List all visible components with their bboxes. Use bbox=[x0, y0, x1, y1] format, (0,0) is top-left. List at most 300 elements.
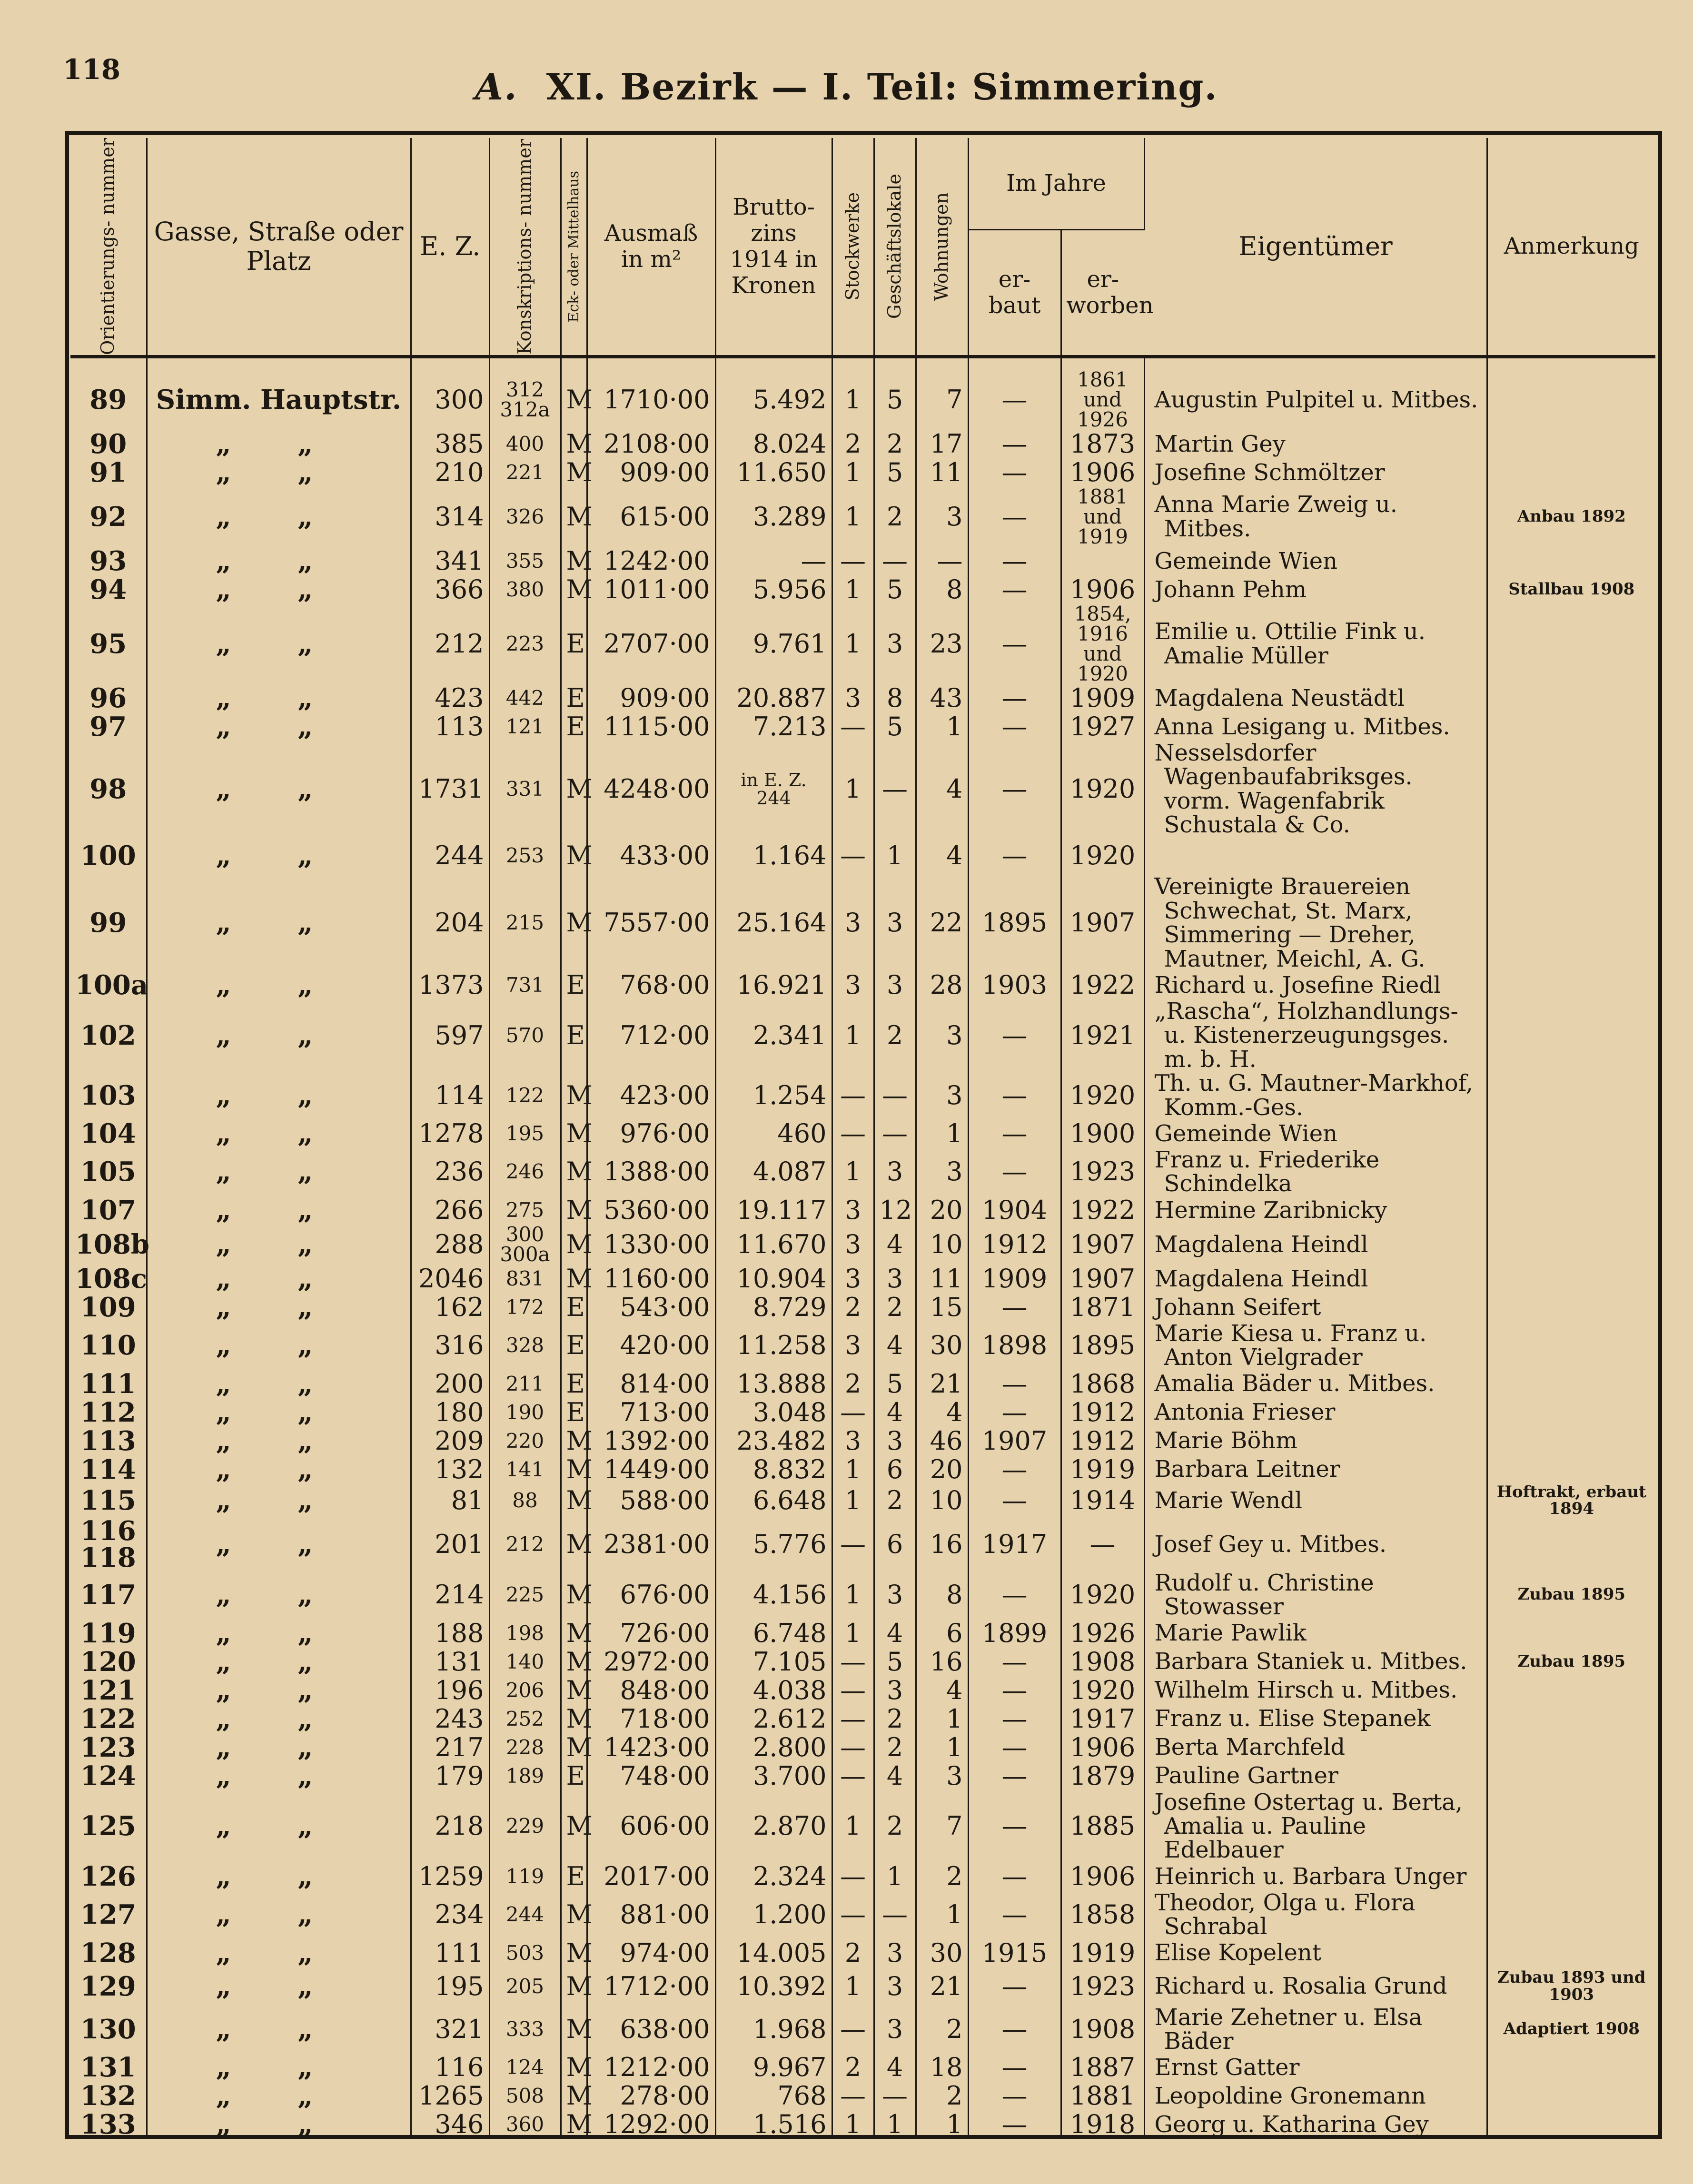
cell-stockwerke: — bbox=[832, 1648, 874, 1676]
cell-erbaut: — bbox=[968, 2082, 1061, 2110]
cell-zins: 7.105 bbox=[715, 1648, 832, 1676]
cell-wohnungen: 1 bbox=[916, 1705, 968, 1733]
cell-anmerkung bbox=[1487, 1862, 1655, 1891]
cell-geschaeftslokale: 2 bbox=[874, 1484, 916, 1518]
cell-eck-mittel: M bbox=[561, 356, 587, 430]
cell-geschaeftslokale: 3 bbox=[874, 1967, 916, 2006]
cell-eigentuemer: Augustin Pulpitel u. Mitbes. bbox=[1144, 356, 1487, 430]
cell-eck-mittel: M bbox=[561, 1455, 587, 1484]
cell-eigentuemer: „Rascha“, Holzhandlungs- u. Kistenerzeugungsges. m. b. H. bbox=[1144, 999, 1487, 1071]
col-eigentuemer: Eigentümer bbox=[1144, 138, 1487, 356]
cell-konskr: 215 bbox=[489, 875, 561, 971]
cell-onr: 116 118 bbox=[70, 1518, 147, 1571]
cell-stockwerke: — bbox=[832, 1891, 874, 1939]
cell-konskr: 220 bbox=[489, 1427, 561, 1455]
cell-ausmass: 712·00 bbox=[587, 999, 715, 1071]
cell-zins: 11.670 bbox=[715, 1225, 832, 1265]
cell-erbaut: 1895 bbox=[968, 875, 1061, 971]
cell-eigentuemer: Georg u. Katharina Gey bbox=[1144, 2110, 1487, 2139]
cell-stockwerke: 1 bbox=[832, 1619, 874, 1648]
cell-ausmass: 4248·00 bbox=[587, 741, 715, 837]
cell-geschaeftslokale: 3 bbox=[874, 971, 916, 999]
table-row bbox=[70, 458, 1655, 487]
cell-eigentuemer bbox=[1144, 837, 1487, 875]
cell-ausmass: 1388·00 bbox=[587, 1148, 715, 1196]
cell-zins: — bbox=[715, 547, 832, 575]
cell-zins: 8.024 bbox=[715, 430, 832, 458]
cell-ez: 188 bbox=[411, 1619, 489, 1648]
cell-geschaeftslokale: 8 bbox=[874, 684, 916, 712]
cell-onr: 126 bbox=[70, 1862, 147, 1891]
cell-ausmass: 2707·00 bbox=[587, 604, 715, 684]
cell-zins: 3.700 bbox=[715, 1762, 832, 1790]
cell-erworben: 1920 bbox=[1061, 1676, 1144, 1705]
cell-ez: 243 bbox=[411, 1705, 489, 1733]
cell-onr: 96 bbox=[70, 684, 147, 712]
cell-wohnungen: 4 bbox=[916, 741, 968, 837]
cell-onr: 122 bbox=[70, 1705, 147, 1733]
cell-ausmass: 909·00 bbox=[587, 458, 715, 487]
cell-geschaeftslokale: — bbox=[874, 1891, 916, 1939]
cell-street: „ „ bbox=[147, 971, 411, 999]
cell-street: „ „ bbox=[147, 1148, 411, 1196]
cell-anmerkung bbox=[1487, 604, 1655, 684]
cell-street: „ „ bbox=[147, 1967, 411, 2006]
cell-erbaut: — bbox=[968, 1071, 1061, 1119]
table-row bbox=[70, 575, 1655, 604]
table-row bbox=[70, 1119, 1655, 1148]
cell-eigentuemer: Antonia Frieser bbox=[1144, 1398, 1487, 1427]
cell-erworben: 1900 bbox=[1061, 1119, 1144, 1148]
cell-anmerkung bbox=[1487, 1322, 1655, 1370]
cell-eigentuemer: Richard u. Josefine Riedl bbox=[1144, 971, 1487, 999]
cell-konskr: 253 bbox=[489, 837, 561, 875]
cell-ausmass: 1011·00 bbox=[587, 575, 715, 604]
cell-anmerkung bbox=[1487, 1148, 1655, 1196]
cell-erbaut: 1909 bbox=[968, 1265, 1061, 1293]
cell-ez: 1259 bbox=[411, 1862, 489, 1891]
cell-ausmass: 1712·00 bbox=[587, 1967, 715, 2006]
cell-street: „ „ bbox=[147, 999, 411, 1071]
cell-stockwerke: 1 bbox=[832, 356, 874, 430]
cell-erworben: 1918 bbox=[1061, 2110, 1144, 2139]
property-table bbox=[70, 138, 1655, 2139]
cell-zins: 2.324 bbox=[715, 1862, 832, 1891]
cell-ausmass: 718·00 bbox=[587, 1705, 715, 1733]
cell-eigentuemer: Barbara Leitner bbox=[1144, 1455, 1487, 1484]
cell-onr: 107 bbox=[70, 1196, 147, 1225]
cell-street: „ „ bbox=[147, 1265, 411, 1293]
cell-zins: 5.776 bbox=[715, 1518, 832, 1571]
col-konskriptionsnummer: Konskriptions- nummer bbox=[489, 138, 561, 356]
cell-konskr: 508 bbox=[489, 2082, 561, 2110]
cell-stockwerke: — bbox=[832, 1862, 874, 1891]
cell-stockwerke: — bbox=[832, 2082, 874, 2110]
cell-zins: 460 bbox=[715, 1119, 832, 1148]
cell-eigentuemer: Franz u. Friederike Schindelka bbox=[1144, 1148, 1487, 1196]
cell-eck-mittel: E bbox=[561, 1322, 587, 1370]
cell-eigentuemer: Johann Seifert bbox=[1144, 1293, 1487, 1322]
cell-stockwerke: 1 bbox=[832, 1455, 874, 1484]
cell-street: „ „ bbox=[147, 1648, 411, 1676]
district-title: XI. Bezirk — I. Teil: Simmering. bbox=[546, 66, 1218, 108]
cell-street: „ „ bbox=[147, 2110, 411, 2139]
cell-eigentuemer: Pauline Gartner bbox=[1144, 1762, 1487, 1790]
cell-onr: 130 bbox=[70, 2006, 147, 2054]
cell-ausmass: 848·00 bbox=[587, 1676, 715, 1705]
cell-street: „ „ bbox=[147, 1676, 411, 1705]
col-wohnungen: Wohnungen bbox=[916, 138, 968, 356]
cell-zins: 6.748 bbox=[715, 1619, 832, 1648]
cell-street: „ „ bbox=[147, 1071, 411, 1119]
cell-ausmass: 726·00 bbox=[587, 1619, 715, 1648]
cell-konskr: 124 bbox=[489, 2053, 561, 2082]
cell-ez: 209 bbox=[411, 1427, 489, 1455]
cell-onr: 123 bbox=[70, 1733, 147, 1762]
cell-geschaeftslokale: 4 bbox=[874, 1225, 916, 1265]
cell-stockwerke: — bbox=[832, 1705, 874, 1733]
cell-ausmass: 1292·00 bbox=[587, 2110, 715, 2139]
cell-street: „ „ bbox=[147, 1196, 411, 1225]
cell-eck-mittel: M bbox=[561, 1518, 587, 1571]
cell-anmerkung bbox=[1487, 971, 1655, 999]
cell-geschaeftslokale: 5 bbox=[874, 575, 916, 604]
cell-ausmass: 974·00 bbox=[587, 1939, 715, 1967]
cell-stockwerke: 1 bbox=[832, 1148, 874, 1196]
cell-erbaut: 1917 bbox=[968, 1518, 1061, 1571]
cell-stockwerke: 1 bbox=[832, 1484, 874, 1518]
cell-erworben: 1922 bbox=[1061, 971, 1144, 999]
cell-street: „ „ bbox=[147, 1370, 411, 1398]
cell-konskr: 503 bbox=[489, 1939, 561, 1967]
cell-ausmass: 768·00 bbox=[587, 971, 715, 999]
cell-wohnungen: 46 bbox=[916, 1427, 968, 1455]
cell-eck-mittel: M bbox=[561, 1939, 587, 1967]
cell-konskr: 355 bbox=[489, 547, 561, 575]
col-erworben: er- worben bbox=[1061, 229, 1144, 356]
cell-street: „ „ bbox=[147, 1762, 411, 1790]
cell-stockwerke: 2 bbox=[832, 430, 874, 458]
cell-erbaut: — bbox=[968, 712, 1061, 741]
cell-eigentuemer: Wilhelm Hirsch u. Mitbes. bbox=[1144, 1676, 1487, 1705]
cell-anmerkung bbox=[1487, 2082, 1655, 2110]
cell-onr: 97 bbox=[70, 712, 147, 741]
cell-wohnungen: 3 bbox=[916, 1071, 968, 1119]
cell-zins: 1.254 bbox=[715, 1071, 832, 1119]
cell-konskr: 172 bbox=[489, 1293, 561, 1322]
cell-street: „ „ bbox=[147, 1619, 411, 1648]
cell-erworben: 1927 bbox=[1061, 712, 1144, 741]
table-row bbox=[70, 547, 1655, 575]
cell-zins: 9.761 bbox=[715, 604, 832, 684]
table-row bbox=[70, 356, 1655, 430]
cell-erbaut: — bbox=[968, 837, 1061, 875]
cell-erbaut: 1903 bbox=[968, 971, 1061, 999]
cell-ez: 212 bbox=[411, 604, 489, 684]
cell-wohnungen: 23 bbox=[916, 604, 968, 684]
cell-anmerkung bbox=[1487, 1455, 1655, 1484]
cell-ez: 288 bbox=[411, 1225, 489, 1265]
table-row bbox=[70, 1370, 1655, 1398]
cell-erbaut: — bbox=[968, 1119, 1061, 1148]
cell-geschaeftslokale: 5 bbox=[874, 356, 916, 430]
cell-eck-mittel: M bbox=[561, 1967, 587, 2006]
col-erbaut: er- baut bbox=[968, 229, 1061, 356]
cell-onr: 124 bbox=[70, 1762, 147, 1790]
cell-stockwerke: 2 bbox=[832, 1293, 874, 1322]
cell-eck-mittel: E bbox=[561, 1398, 587, 1427]
cell-anmerkung bbox=[1487, 356, 1655, 430]
cell-wohnungen: — bbox=[916, 547, 968, 575]
cell-anmerkung bbox=[1487, 1265, 1655, 1293]
col-geschaeftslokale: Geschäftslokale bbox=[874, 138, 916, 356]
cell-zins: 1.200 bbox=[715, 1891, 832, 1939]
cell-zins: 11.650 bbox=[715, 458, 832, 487]
cell-street: „ „ bbox=[147, 575, 411, 604]
cell-onr: 108b bbox=[70, 1225, 147, 1265]
cell-street: Simm. Hauptstr. bbox=[147, 356, 411, 430]
cell-zins: 7.213 bbox=[715, 712, 832, 741]
cell-konskr: 252 bbox=[489, 1705, 561, 1733]
cell-eck-mittel: M bbox=[561, 575, 587, 604]
cell-onr: 100a bbox=[70, 971, 147, 999]
cell-konskr: 223 bbox=[489, 604, 561, 684]
cell-erworben: 1879 bbox=[1061, 1762, 1144, 1790]
cell-ez: 1373 bbox=[411, 971, 489, 999]
cell-konskr: 275 bbox=[489, 1196, 561, 1225]
cell-konskr: 206 bbox=[489, 1676, 561, 1705]
cell-street: „ „ bbox=[147, 2082, 411, 2110]
table-row bbox=[70, 1862, 1655, 1891]
cell-konskr: 140 bbox=[489, 1648, 561, 1676]
cell-wohnungen: 3 bbox=[916, 1762, 968, 1790]
cell-konskr: 442 bbox=[489, 684, 561, 712]
cell-erworben: 1861 und 1926 bbox=[1061, 356, 1144, 430]
cell-stockwerke: — bbox=[832, 712, 874, 741]
cell-erbaut: 1904 bbox=[968, 1196, 1061, 1225]
cell-anmerkung bbox=[1487, 1196, 1655, 1225]
cell-eck-mittel: M bbox=[561, 875, 587, 971]
cell-konskr: 195 bbox=[489, 1119, 561, 1148]
cell-erbaut: — bbox=[968, 1148, 1061, 1196]
cell-stockwerke: 1 bbox=[832, 604, 874, 684]
cell-eigentuemer: Amalia Bäder u. Mitbes. bbox=[1144, 1370, 1487, 1398]
cell-wohnungen: 7 bbox=[916, 1790, 968, 1862]
cell-street: „ „ bbox=[147, 1518, 411, 1571]
cell-ausmass: 588·00 bbox=[587, 1484, 715, 1518]
cell-wohnungen: 16 bbox=[916, 1518, 968, 1571]
cell-erbaut: — bbox=[968, 430, 1061, 458]
cell-stockwerke: 1 bbox=[832, 487, 874, 547]
col-bruttozins: Brutto- zins 1914 in Kronen bbox=[715, 138, 832, 356]
cell-wohnungen: 8 bbox=[916, 575, 968, 604]
cell-street: „ „ bbox=[147, 837, 411, 875]
cell-zins: 3.289 bbox=[715, 487, 832, 547]
cell-stockwerke: 1 bbox=[832, 1967, 874, 2006]
cell-zins: 8.729 bbox=[715, 1293, 832, 1322]
cell-street: „ „ bbox=[147, 1225, 411, 1265]
cell-anmerkung: Stallbau 1908 bbox=[1508, 580, 1635, 599]
cell-ausmass: 5360·00 bbox=[587, 1196, 715, 1225]
cell-geschaeftslokale: 3 bbox=[874, 1676, 916, 1705]
cell-ausmass: 2381·00 bbox=[587, 1518, 715, 1571]
col-anmerkung: Anmerkung bbox=[1487, 138, 1655, 356]
cell-eck-mittel: M bbox=[561, 1790, 587, 1862]
cell-eck-mittel: M bbox=[561, 837, 587, 875]
cell-stockwerke: 3 bbox=[832, 971, 874, 999]
cell-anmerkung bbox=[1487, 1762, 1655, 1790]
cell-ez: 217 bbox=[411, 1733, 489, 1762]
cell-erbaut: — bbox=[968, 1398, 1061, 1427]
cell-ez: 210 bbox=[411, 458, 489, 487]
cell-konskr: 333 bbox=[489, 2006, 561, 2054]
table-row bbox=[70, 712, 1655, 741]
cell-onr: 112 bbox=[70, 1398, 147, 1427]
cell-eigentuemer: Gemeinde Wien bbox=[1144, 1119, 1487, 1148]
cell-anmerkung bbox=[1487, 1790, 1655, 1862]
cell-street: „ „ bbox=[147, 430, 411, 458]
cell-ez: 385 bbox=[411, 430, 489, 458]
cell-ez: 346 bbox=[411, 2110, 489, 2139]
cell-ausmass: 423·00 bbox=[587, 1071, 715, 1119]
cell-eigentuemer: Anna Marie Zweig u. Mitbes. bbox=[1144, 487, 1487, 547]
cell-geschaeftslokale: 3 bbox=[874, 2006, 916, 2054]
cell-erbaut: — bbox=[968, 1484, 1061, 1518]
cell-geschaeftslokale: 5 bbox=[874, 1370, 916, 1398]
cell-geschaeftslokale: — bbox=[874, 547, 916, 575]
cell-geschaeftslokale: 3 bbox=[874, 1939, 916, 1967]
cell-street: „ „ bbox=[147, 1790, 411, 1862]
cell-erbaut: — bbox=[968, 356, 1061, 430]
cell-stockwerke: — bbox=[832, 1676, 874, 1705]
cell-onr: 131 bbox=[70, 2053, 147, 2082]
cell-eck-mittel: M bbox=[561, 741, 587, 837]
cell-geschaeftslokale: 5 bbox=[874, 712, 916, 741]
cell-anmerkung: Adaptiert 1908 bbox=[1503, 2019, 1640, 2039]
page-number: 118 bbox=[63, 53, 121, 86]
cell-zins: 10.392 bbox=[715, 1967, 832, 2006]
cell-eigentuemer: Magdalena Neustädtl bbox=[1144, 684, 1487, 712]
cell-ez: 180 bbox=[411, 1398, 489, 1427]
cell-konskr: 831 bbox=[489, 1265, 561, 1293]
cell-geschaeftslokale: 2 bbox=[874, 1293, 916, 1322]
cell-eck-mittel: E bbox=[561, 1370, 587, 1398]
cell-konskr: 211 bbox=[489, 1370, 561, 1398]
cell-street: „ „ bbox=[147, 1484, 411, 1518]
page-title bbox=[0, 66, 1693, 108]
cell-stockwerke: — bbox=[832, 547, 874, 575]
cell-zins: 16.921 bbox=[715, 971, 832, 999]
cell-geschaeftslokale: 6 bbox=[874, 1518, 916, 1571]
cell-erbaut: — bbox=[968, 1293, 1061, 1322]
cell-wohnungen: 3 bbox=[916, 999, 968, 1071]
cell-erworben: 1895 bbox=[1061, 1322, 1144, 1370]
cell-zins: 5.956 bbox=[715, 575, 832, 604]
cell-geschaeftslokale: 2 bbox=[874, 487, 916, 547]
table-row bbox=[70, 1571, 1655, 1619]
cell-onr: 100 bbox=[70, 837, 147, 875]
cell-geschaeftslokale: 4 bbox=[874, 2053, 916, 2082]
cell-wohnungen: 6 bbox=[916, 1619, 968, 1648]
table-row bbox=[70, 487, 1655, 547]
cell-onr: 103 bbox=[70, 1071, 147, 1119]
cell-erbaut: — bbox=[968, 458, 1061, 487]
cell-anmerkung bbox=[1487, 999, 1655, 1071]
cell-eigentuemer: Barbara Staniek u. Mitbes. bbox=[1144, 1648, 1487, 1676]
cell-erbaut: — bbox=[968, 1733, 1061, 1762]
cell-street: „ „ bbox=[147, 1733, 411, 1762]
cell-erbaut: — bbox=[968, 1762, 1061, 1790]
cell-wohnungen: 30 bbox=[916, 1939, 968, 1967]
cell-anmerkung: Zubau 1893 und 1903 bbox=[1497, 1967, 1646, 2004]
cell-konskr: 119 bbox=[489, 1862, 561, 1891]
cell-ausmass: 2017·00 bbox=[587, 1862, 715, 1891]
cell-zins: 1.968 bbox=[715, 2006, 832, 2054]
cell-wohnungen: 17 bbox=[916, 430, 968, 458]
cell-onr: 110 bbox=[70, 1322, 147, 1370]
cell-geschaeftslokale: 5 bbox=[874, 1648, 916, 1676]
cell-ausmass: 638·00 bbox=[587, 2006, 715, 2054]
cell-wohnungen: 11 bbox=[916, 458, 968, 487]
cell-geschaeftslokale: 4 bbox=[874, 1762, 916, 1790]
cell-ez: 1731 bbox=[411, 741, 489, 837]
cell-geschaeftslokale: 5 bbox=[874, 458, 916, 487]
cell-anmerkung bbox=[1487, 1398, 1655, 1427]
cell-street: „ „ bbox=[147, 1119, 411, 1148]
cell-wohnungen: 1 bbox=[916, 1891, 968, 1939]
cell-geschaeftslokale: 3 bbox=[874, 604, 916, 684]
cell-ausmass: 1710·00 bbox=[587, 356, 715, 430]
cell-wohnungen: 3 bbox=[916, 487, 968, 547]
cell-ez: 423 bbox=[411, 684, 489, 712]
cell-erbaut: — bbox=[968, 1571, 1061, 1619]
cell-erworben: 1912 bbox=[1061, 1398, 1144, 1427]
cell-ez: 266 bbox=[411, 1196, 489, 1225]
cell-erworben: 1922 bbox=[1061, 1196, 1144, 1225]
cell-erworben: 1912 bbox=[1061, 1427, 1144, 1455]
cell-erworben: 1923 bbox=[1061, 1148, 1144, 1196]
cell-ez: 179 bbox=[411, 1762, 489, 1790]
cell-erbaut: — bbox=[968, 1676, 1061, 1705]
cell-stockwerke: 1 bbox=[832, 741, 874, 837]
cell-onr: 104 bbox=[70, 1119, 147, 1148]
cell-zins: 4.038 bbox=[715, 1676, 832, 1705]
table-row bbox=[70, 1939, 1655, 1967]
cell-konskr: 312 312a bbox=[489, 356, 561, 430]
cell-eck-mittel: M bbox=[561, 1484, 587, 1518]
cell-stockwerke: 2 bbox=[832, 2053, 874, 2082]
cell-konskr: 300 300a bbox=[489, 1225, 561, 1265]
cell-geschaeftslokale: 1 bbox=[874, 837, 916, 875]
cell-erbaut: — bbox=[968, 575, 1061, 604]
table-row bbox=[70, 430, 1655, 458]
cell-konskr: 198 bbox=[489, 1619, 561, 1648]
cell-anmerkung bbox=[1487, 430, 1655, 458]
cell-erbaut: — bbox=[968, 1790, 1061, 1862]
cell-erworben: 1917 bbox=[1061, 1705, 1144, 1733]
cell-wohnungen: 43 bbox=[916, 684, 968, 712]
cell-eck-mittel: M bbox=[561, 1648, 587, 1676]
cell-anmerkung bbox=[1487, 1939, 1655, 1967]
cell-anmerkung bbox=[1487, 712, 1655, 741]
cell-street: „ „ bbox=[147, 1891, 411, 1939]
cell-erworben: 1906 bbox=[1061, 1862, 1144, 1891]
cell-stockwerke: — bbox=[832, 2006, 874, 2054]
cell-konskr: 121 bbox=[489, 712, 561, 741]
cell-anmerkung bbox=[1487, 1891, 1655, 1939]
cell-ez: 236 bbox=[411, 1148, 489, 1196]
cell-geschaeftslokale: 3 bbox=[874, 1571, 916, 1619]
